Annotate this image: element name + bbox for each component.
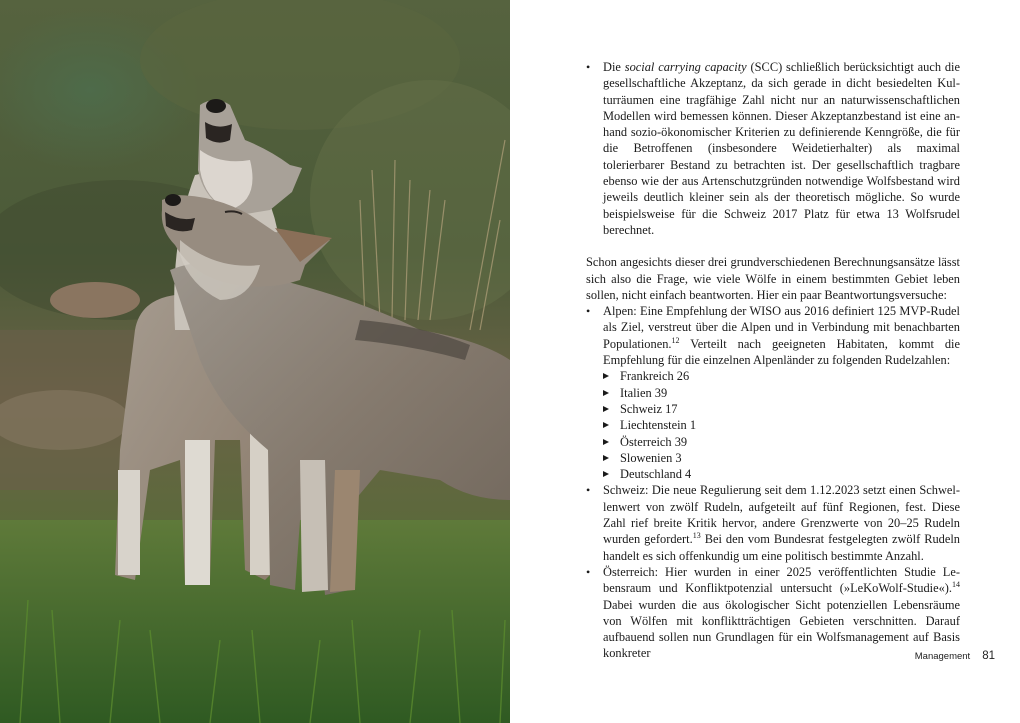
text-page (510, 0, 1020, 723)
arrow-bullet-icon (603, 390, 609, 396)
country-item (603, 450, 960, 466)
text-segment: Alpen: Eine Empfehlung der WISO aus 2016 definiert 125 MVP-Rudel als Ziel, verstreut über die Alpen und in Verbindung mit benachbarten Populationen. (603, 304, 960, 351)
country-label: Liechtenstein 1 (620, 418, 697, 433)
bullet-schweiz (586, 482, 960, 563)
country-label: Frankreich 26 (620, 369, 690, 384)
intro-paragraph: Schon angesichts dieser drei grundverschiedenen Berechnungsansätze lässt sich also die Frage, wie viele Wölfe in einem bestimmten Gebiet leben sollen, nicht einfach beantworten. Hier ein paar Beantwortungsversuche: (586, 255, 960, 302)
text-segment: (SCC) schließlich berücksichtigt auch die gesellschaftliche Akzeptanz, da sich gerade in dicht besiedelten Kulturräumen eine tragfähige Zahl nicht nur an naturwissenschaftlichen Modellen wird bemessen können. Dieser Akzeptanzbestand ist eine anhand sozio-ökonomischer Kriterien zu definierende Kenngröße, die für die Betroffenen (insbesondere Weidetierhalter) als maximal tolerierbarer Bestand zu betrachten ist. Der gesellschaftlich tragbare ebenso wie der aus Artenschutzgründen notwendige Wolfsbestand wird jeweils deutlich kleiner sein als der theoretisch mögliche. So wurde beispielsweise für die Schweiz 2017 Platz für etwa 13 Wolfsrudel berechnet. (603, 60, 960, 237)
text-segment: Bei den vom Bundesrat festgelegten zwölf Rudeln handelt es sich offenkundig um eine politisch bestimmte Anzahl. (603, 532, 960, 563)
text-segment: Österreich: Hier wurden in einer 2025 veröffentlichten Studie Lebensraum und Konfliktpotenzial untersucht (»LeKoWolf-Studie«). (603, 564, 960, 596)
country-label: Italien 39 (620, 385, 668, 400)
country-item (603, 417, 960, 433)
wolf-nose (206, 99, 226, 113)
paragraph-gap (586, 238, 960, 254)
body-text (586, 59, 960, 662)
footnote-ref[interactable]: 12 (671, 335, 680, 345)
country-label: Deutschland 4 (620, 467, 692, 482)
footnote-ref[interactable]: 14 (952, 580, 960, 590)
arrow-bullet-icon (603, 373, 609, 379)
country-item (603, 434, 960, 450)
bullet-alpen (586, 303, 960, 482)
country-label: Österreich 39 (620, 434, 688, 449)
page-number: 81 (982, 650, 995, 662)
arrow-bullet-icon (603, 406, 609, 412)
text-segment: Schweiz: Die neue Regulierung seit dem 1.12.2023 setzt einen Schwellenwert von zwölf Rudeln, aufgeteilt auf fünf Regionen, fest. Diese Zahl rief breite Kritik hervor, andere Grenzwerte von 20–25 Rudeln wurden gefordert. (603, 483, 960, 547)
country-label: Slowenien 3 (620, 450, 682, 465)
page-footer (905, 650, 995, 666)
bullet-oesterreich (586, 564, 960, 662)
country-list (603, 368, 960, 482)
country-item (603, 385, 960, 401)
footnote-ref[interactable]: 13 (692, 531, 701, 541)
arrow-bullet-icon (603, 455, 609, 461)
country-label: Schweiz 17 (620, 401, 678, 416)
arrow-bullet-icon (603, 471, 609, 477)
arrow-bullet-icon (603, 422, 609, 428)
text-segment: Dabei wurden die aus ökologischer Sicht potenziellen Lebensräume von Wölfen mit konfliktträchtigen Gebieten verschnitten. Darauf aufbauend sollen nun Grundlagen für ein Wolfsmanagement auf Basis konkreter (603, 597, 960, 661)
country-item (603, 466, 960, 482)
country-item (603, 368, 960, 384)
text-segment: Verteilt nach geeigneten Habitaten, kommt die Empfehlung für die einzelnen Alpenländer zu folgenden Rudelzahlen: (603, 336, 960, 368)
running-footer-section: Management (914, 651, 971, 662)
arrow-bullet-icon (603, 439, 609, 445)
text-segment: Die (603, 60, 625, 74)
country-item (603, 401, 960, 417)
bullet-scc (586, 59, 960, 238)
italic-term: social carrying capacity (624, 60, 747, 74)
